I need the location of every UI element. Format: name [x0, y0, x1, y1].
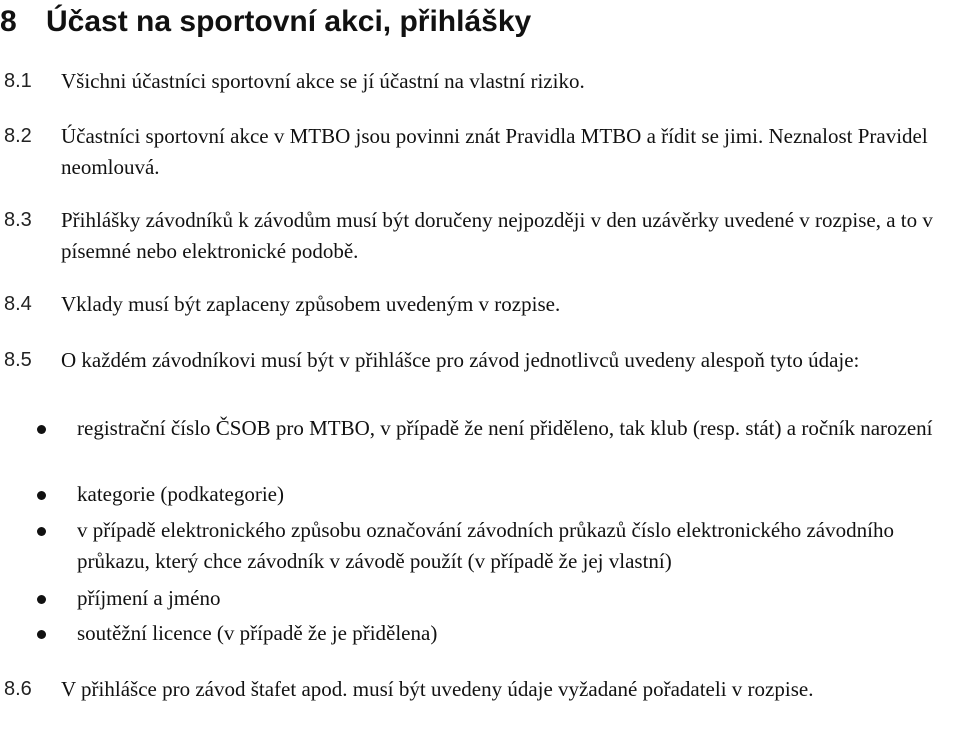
bullet-icon: [37, 425, 46, 434]
section-number: 8: [0, 5, 17, 38]
bullet-icon: [37, 491, 46, 500]
bullet-icon: [37, 527, 46, 536]
rule-text: Účastníci sportovní akce v MTBO jsou povinni znát Pravidla MTBO a řídit se jimi. Neznalost Pravidel neomlouvá.: [61, 124, 928, 179]
rule-text: O každém závodníkovi musí být v přihlášce pro závod jednotlivců uvedeny alespoň tyto údaje:: [61, 348, 860, 372]
rule-text: Vklady musí být zaplaceny způsobem uvedeným v rozpise.: [61, 292, 561, 316]
list-item: [0, 413, 960, 444]
rule-number: 8.6: [4, 678, 32, 700]
list-item: [0, 583, 960, 614]
rule-text: Přihlášky závodníků k závodům musí být doručeny nejpozději v den uzávěrky uvedené v rozpise, a to v písemné nebo elektronické podobě.: [61, 208, 933, 263]
rule-item-8-5: [0, 345, 960, 376]
list-item-text: kategorie (podkategorie): [77, 482, 284, 506]
rule-item-8-3: [0, 205, 960, 267]
rule-number: 8.1: [4, 70, 32, 92]
bullet-icon: [37, 630, 46, 639]
list-item-text: soutěžní licence (v případě že je přidělena): [77, 621, 438, 645]
list-item-text: příjmení a jméno: [77, 586, 221, 610]
rule-number: 8.2: [4, 125, 32, 147]
rule-item-8-2: [0, 121, 960, 183]
rule-number: 8.5: [4, 349, 32, 371]
section-title: Účast na sportovní akci, přihlášky: [46, 5, 532, 38]
bullet-icon: [37, 595, 46, 604]
rule-number: 8.3: [4, 209, 32, 231]
rule-text: Všichni účastníci sportovní akce se jí účastní na vlastní riziko.: [61, 69, 585, 93]
rule-item-8-4: [0, 289, 960, 320]
list-item: [0, 618, 960, 649]
rule-item-8-6: [0, 674, 960, 705]
list-item-text: v případě elektronického způsobu označování závodních průkazů číslo elektronického závodního průkazu, který chce závodník v závodě použít (v případě že jej vlastní): [77, 518, 894, 573]
rule-text: V přihlášce pro závod štafet apod. musí být uvedeny údaje vyžadané pořadateli v rozpise.: [61, 677, 814, 701]
list-item: [0, 515, 960, 577]
rule-item-8-1: [0, 66, 960, 97]
section-heading: [0, 2, 531, 42]
rule-number: 8.4: [4, 293, 32, 315]
list-item-text: registrační číslo ČSOB pro MTBO, v případě že není přiděleno, tak klub (resp. stát) a ročník narození: [77, 416, 933, 440]
list-item: [0, 479, 960, 510]
